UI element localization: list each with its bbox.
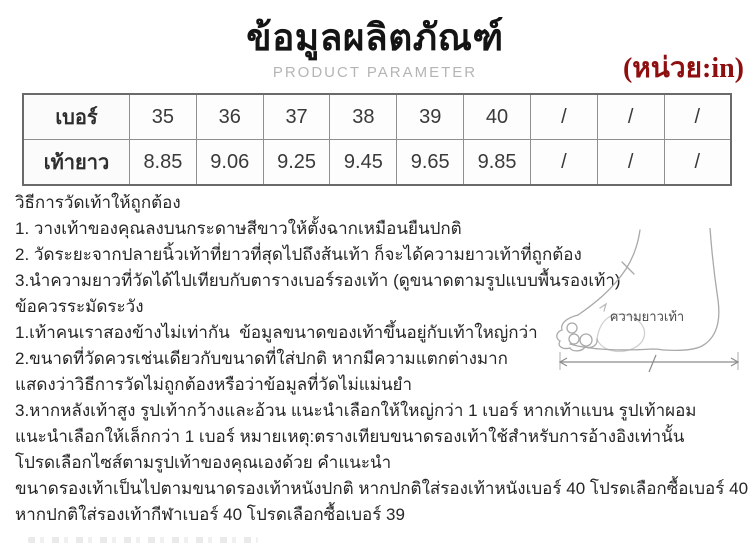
unit-note: (หน่วย:in) bbox=[622, 53, 744, 84]
size-table bbox=[22, 93, 732, 186]
foot-length-row bbox=[23, 140, 731, 186]
size-row bbox=[23, 94, 731, 140]
foot-length-cell: 9.25 bbox=[263, 140, 330, 186]
foot-length-cell: / bbox=[530, 140, 597, 186]
instruction-line: 3.หากหลังเท้าสูง รูปเท้ากว้างและอ้วน แนะนำเลือกให้ใหญ่กว่า 1 เบอร์ หากเท้าแบน รูปเท้าผอม bbox=[15, 401, 697, 420]
foot-length-cell: / bbox=[597, 140, 664, 186]
instruction-line: 1. วางเท้าของคุณลงบนกระดาษสีขาวให้ตั้งฉากเหมือนยืนปกติ bbox=[15, 219, 462, 238]
foot-length-cell: 9.85 bbox=[464, 140, 531, 186]
foot-length-cell: 8.85 bbox=[130, 140, 197, 186]
size-cell: 35 bbox=[130, 94, 197, 140]
foot-length-row-label: เท้ายาว bbox=[23, 140, 130, 186]
size-cell: 40 bbox=[464, 94, 531, 140]
page-subtitle: PRODUCT PARAMETER bbox=[272, 64, 478, 81]
foot-length-label: ความยาวเท้า bbox=[609, 309, 685, 324]
foot-length-cell: 9.45 bbox=[330, 140, 397, 186]
size-cell: 38 bbox=[330, 94, 397, 140]
clipped-text-remnant bbox=[28, 537, 258, 543]
size-cell: / bbox=[530, 94, 597, 140]
instruction-line: 1.เท้าคนเราสองข้างไม่เท่ากัน ข้อมูลขนาดของเท้าขึ้นอยู่กับเท้าใหญ่กว่า bbox=[15, 323, 538, 342]
instruction-line: 2.ขนาดที่วัดควรเช่นเดียวกับขนาดที่ใส่ปกติ หากมีความแตกต่างมาก bbox=[15, 349, 508, 368]
size-row-label: เบอร์ bbox=[23, 94, 130, 140]
instruction-line: โปรดเลือกไซส์ตามรูปเท้าของคุณเองด้วย คำแนะนำ bbox=[15, 453, 392, 472]
foot-length-cell: / bbox=[664, 140, 731, 186]
size-cell: / bbox=[597, 94, 664, 140]
size-cell: 37 bbox=[263, 94, 330, 140]
foot-length-cell: 9.65 bbox=[397, 140, 464, 186]
page-title: ข้อมูลผลิตภัณฑ์ bbox=[246, 17, 504, 58]
instruction-line: แสดงว่าวิธีการวัดไม่ถูกต้องหรือว่าข้อมูลที่วัดไม่แม่นยำ bbox=[15, 375, 413, 394]
instruction-line: หากปกติใส่รองเท้ากีฬาเบอร์ 40 โปรดเลือกซื้อเบอร์ 39 bbox=[15, 505, 405, 524]
size-cell: 36 bbox=[196, 94, 263, 140]
size-cell: / bbox=[664, 94, 731, 140]
foot-measurement-diagram bbox=[552, 228, 747, 378]
instruction-line: วิธีการวัดเท้าให้ถูกต้อง bbox=[15, 193, 181, 212]
size-cell: 39 bbox=[397, 94, 464, 140]
instruction-line: ข้อควรระมัดระวัง bbox=[15, 297, 144, 316]
foot-outline-illustration bbox=[552, 228, 747, 378]
instruction-line: แนะนำเลือกให้เล็กกว่า 1 เบอร์ หมายเหตุ:ตรางเทียบขนาดรองเท้าใช้สำหรับการอ้างอิงเท่านั้น bbox=[15, 427, 685, 446]
instruction-line: 2. วัดระยะจากปลายนิ้วเท้าที่ยาวที่สุดไปถึงส้นเท้า ก็จะได้ความยาวเท้าที่ถูกต้อง bbox=[15, 245, 582, 264]
instruction-line: 3.นำความยาวที่วัดได้ไปเทียบกับตารางเบอร์รองเท้า (ดูขนาดตามรูปแบบพื้นรองเท้า) bbox=[15, 271, 621, 290]
foot-length-cell: 9.06 bbox=[196, 140, 263, 186]
instruction-line: ขนาดรองเท้าเป็นไปตามขนาดรองเท้าหนังปกติ หากปกติใส่รองเท้าหนังเบอร์ 40 โปรดเลือกซื้อเบอร์ 40 bbox=[15, 479, 749, 498]
